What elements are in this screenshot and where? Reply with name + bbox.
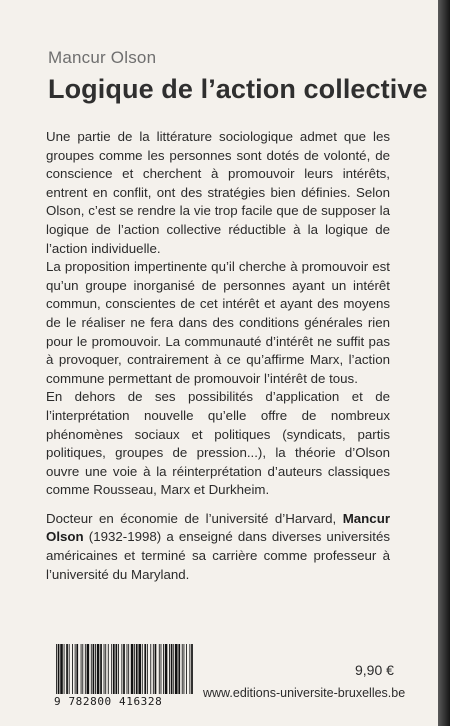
barcode [54,644,194,708]
book-title: Logique de l’action collective [48,74,428,104]
author-name: Mancur Olson [48,48,157,67]
blurb-paragraph-1: Une partie de la littérature sociologique admet que les groupes comme les personnes sont dotés de volonté, de conscience et cherchent à promouvoir leurs intérêts, entrent en conflit, ont des stratégies bien définies. Selon Olson, c’est se rendre la vie trop facile que de supposer la logique de l’action collective réductible à la logique de l’action individuelle. [46,129,390,256]
book-spine [438,0,450,726]
bio-intro: Docteur en économie de l’université d’Harvard, [46,510,343,526]
author-bio [46,510,390,584]
bio-rest: (1932-1998) a enseigné dans diverses universités américaines et terminé sa carrière comme professeur à l’université du Maryland. [46,529,390,582]
barcode-bars [54,644,194,694]
blurb-paragraph-3: En dehors de ses possibilités d’application et de l’interprétation nouvelle qu’elle offre de nombreux phénomènes sociaux et politiques (syndicats, partis politiques, groupes de pression...), la théorie d’Olson ouvre une voie à la réinterprétation d’auteurs classiques comme Rousseau, Marx et Durkheim. [46,389,390,498]
publisher-website: www.editions-universite-bruxelles.be [203,686,406,700]
blurb [46,128,390,584]
isbn-number: 9 782800 416328 [54,695,163,708]
blurb-paragraph-2: La proposition impertinente qu’il cherche à promouvoir est qu’un groupe inorganisé de personnes ayant un intérêt commun, conscientes de cet intérêt et ayant des moyens de le réaliser ne fera dans des conditions générales rien pour le promouvoir. La communauté d’intérêt ne suffit pas à provoquer, contrairement à ce qu’affirme Marx, l’action commune permettant de promouvoir l’intérêt de tous. [46,259,390,386]
price: 9,90 € [355,662,394,678]
bio-author-name: Mancur Olson [46,510,390,545]
